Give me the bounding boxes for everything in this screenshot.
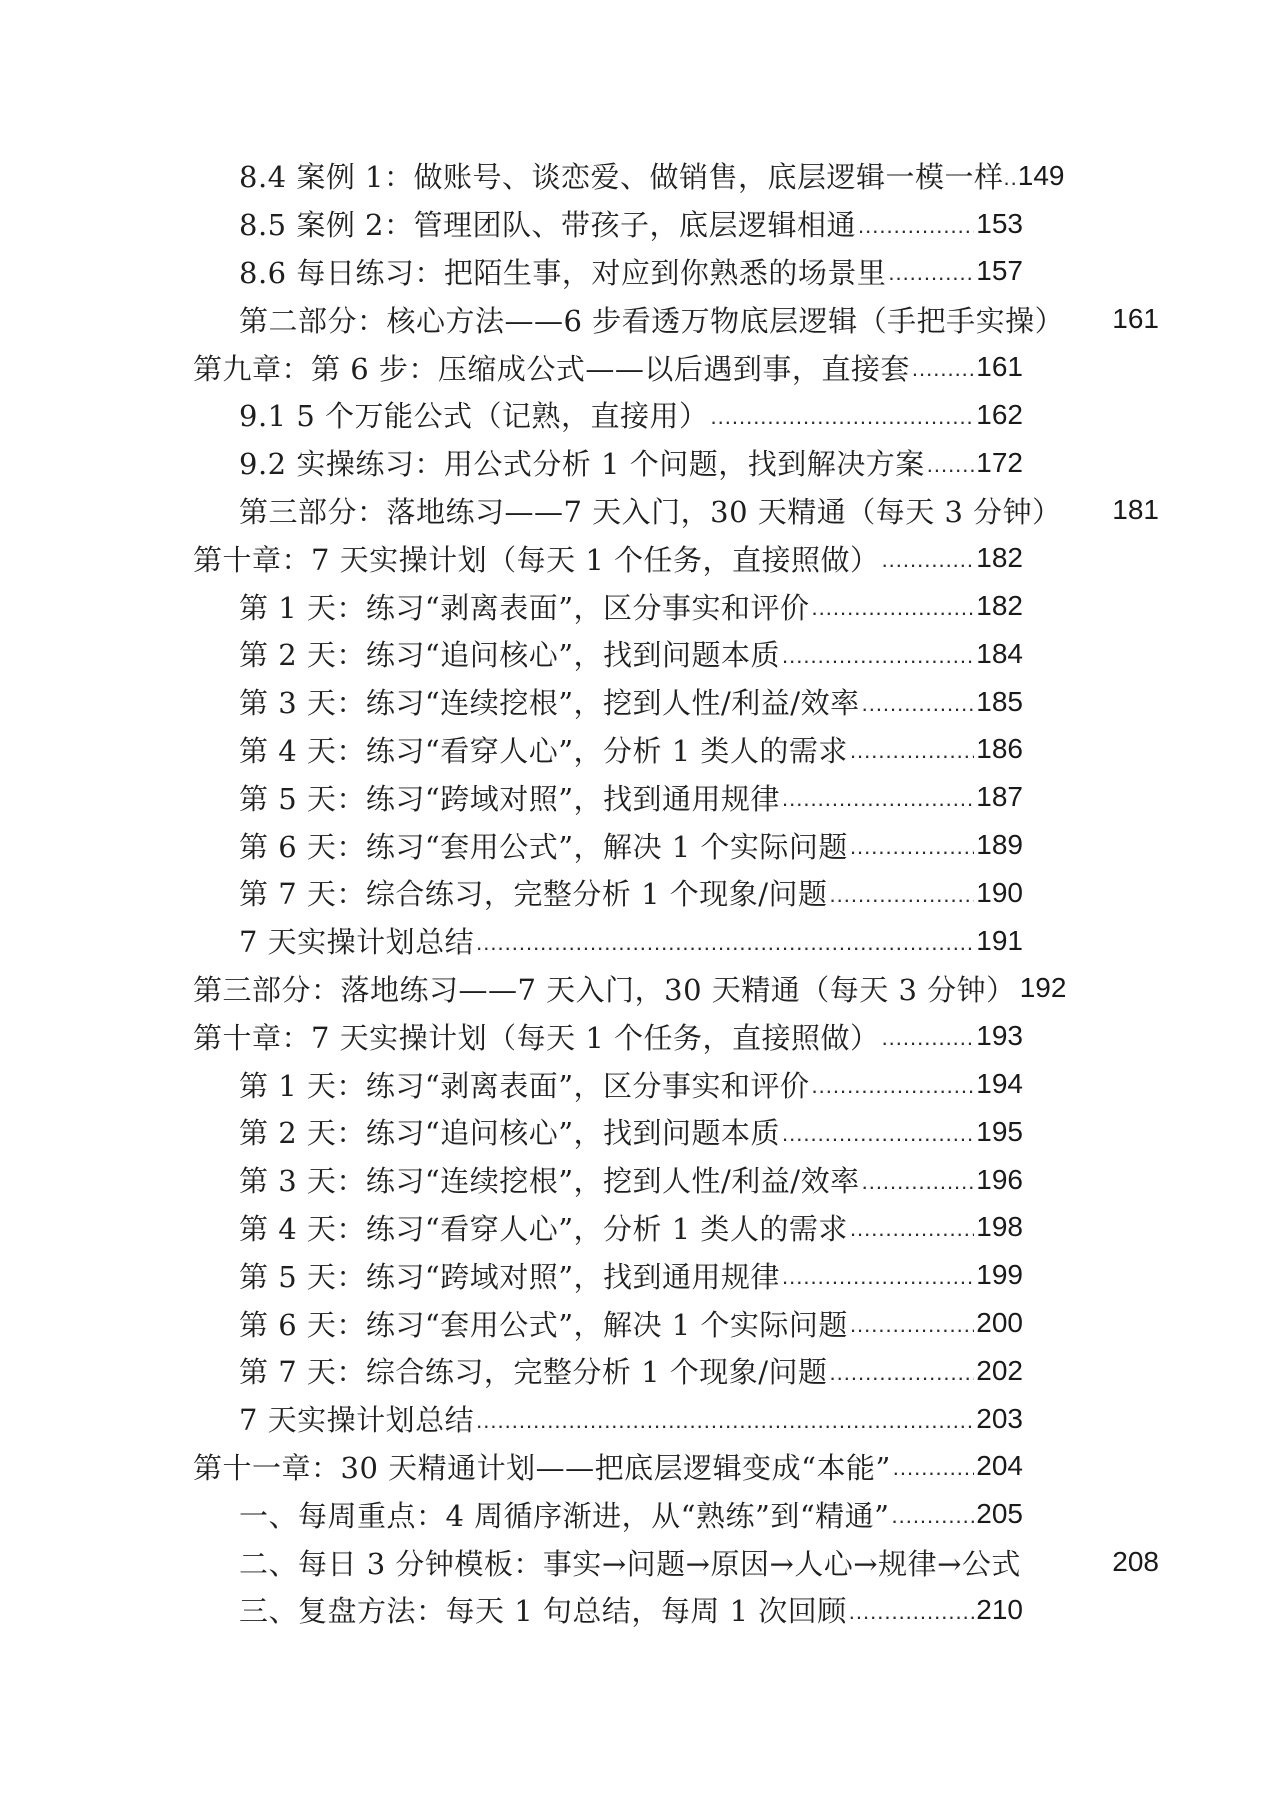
toc-entry[interactable]	[193, 1490, 1023, 1538]
toc-dot-leader	[850, 740, 974, 773]
toc-entry[interactable]	[193, 248, 1023, 296]
toc-entry[interactable]	[193, 343, 1023, 391]
toc-entry[interactable]	[193, 1586, 1023, 1634]
toc-dot-leader	[882, 1027, 975, 1060]
toc-page-number: 153	[976, 207, 1023, 239]
toc-entry-title: 第十一章：30 天精通计划——把底层逻辑变成“本能”	[193, 1450, 891, 1485]
toc-dot-leader	[850, 1314, 974, 1347]
toc-dot-leader	[849, 1601, 975, 1634]
toc-dot-leader	[830, 1362, 975, 1395]
toc-page-number: 192	[1019, 972, 1067, 1004]
toc-entry[interactable]	[193, 869, 1023, 917]
toc-page-number: 200	[976, 1307, 1023, 1339]
toc-dot-leader	[1004, 167, 1018, 200]
toc-entry-title: 9.2 实操练习：用公式分析 1 个问题，找到解决方案	[239, 447, 925, 482]
toc-entry-title: 第 2 天：练习“追问核心”，找到问题本质	[239, 638, 781, 673]
toc-dot-leader	[1064, 523, 1111, 534]
toc-page-number: 204	[976, 1450, 1023, 1482]
toc-page-number: 184	[976, 637, 1023, 669]
toc-entry[interactable]	[193, 773, 1023, 821]
toc-entry[interactable]	[193, 1538, 1159, 1586]
toc-page-number: 198	[976, 1211, 1023, 1243]
toc-page-number: 199	[976, 1259, 1023, 1291]
toc-entry-title: 第 3 天：练习“连续挖根”，挖到人性/利益/效率	[239, 1164, 860, 1199]
toc-entry-title: 第 2 天：练习“追问核心”，找到问题本质	[239, 1116, 781, 1151]
toc-entry[interactable]	[193, 917, 1023, 965]
toc-entry[interactable]	[193, 1251, 1023, 1299]
toc-entry[interactable]	[193, 1347, 1023, 1395]
toc-entry[interactable]	[193, 487, 1159, 535]
toc-entry-title: 第 1 天：练习“剥离表面”，区分事实和评价	[239, 590, 810, 625]
toc-dot-leader	[1066, 332, 1110, 343]
toc-entry[interactable]	[193, 1156, 1023, 1204]
toc-dot-leader	[893, 1457, 975, 1490]
toc-entry[interactable]	[193, 152, 1065, 200]
toc-entry-title: 第九章：第 6 步：压缩成公式——以后遇到事，直接套	[193, 351, 910, 386]
table-of-contents	[193, 152, 1159, 1634]
toc-dot-leader	[850, 1218, 974, 1251]
toc-entry[interactable]	[193, 534, 1023, 582]
toc-entry[interactable]	[193, 965, 1067, 1013]
toc-entry[interactable]	[193, 200, 1023, 248]
toc-page-number: 162	[976, 398, 1023, 430]
toc-entry-title: 9.1 5 个万能公式（记熟，直接用）	[239, 399, 709, 434]
toc-page-number: 210	[976, 1593, 1023, 1625]
toc-page-number: 157	[976, 255, 1023, 287]
toc-entry-title: 第 7 天：综合练习，完整分析 1 个现象/问题	[239, 1355, 828, 1390]
toc-entry-title: 二、每日 3 分钟模板：事实→问题→原因→人心→规律→公式	[239, 1546, 1021, 1581]
toc-dot-leader	[858, 215, 974, 248]
toc-entry[interactable]	[193, 582, 1023, 630]
toc-entry-title: 第 5 天：练习“跨域对照”，找到通用规律	[239, 1259, 781, 1294]
toc-entry-title: 7 天实操计划总结	[239, 925, 475, 960]
toc-dot-leader	[782, 1123, 974, 1156]
toc-page-number: 193	[976, 1020, 1023, 1052]
toc-dot-leader	[882, 549, 975, 582]
toc-page-number: 187	[976, 781, 1023, 813]
toc-entry[interactable]	[193, 391, 1023, 439]
toc-page-number: 172	[976, 446, 1023, 478]
toc-entry[interactable]	[193, 630, 1023, 678]
toc-page-number: 189	[976, 829, 1023, 861]
toc-dot-leader	[782, 645, 974, 678]
toc-entry-title: 第三部分：落地练习——7 天入门，30 天精通（每天 3 分钟）	[239, 494, 1062, 529]
toc-entry-title: 第二部分：核心方法——6 步看透万物底层逻辑（手把手实操）	[239, 303, 1065, 338]
toc-dot-leader	[891, 1505, 974, 1538]
toc-entry-title: 第 5 天：练习“跨域对照”，找到通用规律	[239, 781, 781, 816]
toc-dot-leader	[830, 884, 975, 917]
toc-entry-title: 第 6 天：练习“套用公式”，解决 1 个实际问题	[239, 829, 848, 864]
toc-page-number: 185	[976, 685, 1023, 717]
toc-page-number: 194	[976, 1068, 1023, 1100]
toc-dot-leader	[782, 1266, 974, 1299]
toc-entry-title: 一、每周重点：4 周循序渐进，从“熟练”到“精通”	[239, 1498, 890, 1533]
toc-dot-leader	[476, 932, 974, 965]
toc-entry-title: 第十章：7 天实操计划（每天 1 个任务，直接照做）	[193, 1020, 880, 1055]
toc-dot-leader	[862, 693, 975, 726]
toc-entry-title: 第 7 天：综合练习，完整分析 1 个现象/问题	[239, 877, 828, 912]
toc-dot-leader	[1023, 1575, 1110, 1586]
toc-page-number: 161	[976, 351, 1023, 383]
toc-entry-title: 第 4 天：练习“看穿人心”，分析 1 类人的需求	[239, 1211, 848, 1246]
toc-entry[interactable]	[193, 726, 1023, 774]
toc-entry[interactable]	[193, 439, 1023, 487]
toc-dot-leader	[912, 358, 974, 391]
toc-dot-leader	[850, 836, 974, 869]
toc-entry-title: 第 6 天：练习“套用公式”，解决 1 个实际问题	[239, 1307, 848, 1342]
toc-page-number: 149	[1017, 159, 1065, 191]
toc-page-number: 190	[976, 876, 1023, 908]
toc-entry[interactable]	[193, 678, 1023, 726]
toc-page-number: 181	[1112, 494, 1159, 526]
toc-dot-leader	[782, 788, 974, 821]
toc-entry-title: 第 3 天：练习“连续挖根”，挖到人性/利益/效率	[239, 686, 860, 721]
toc-page-number: 208	[1112, 1546, 1159, 1577]
toc-page-number: 203	[976, 1402, 1023, 1434]
toc-page-number: 195	[976, 1115, 1023, 1147]
toc-entry[interactable]	[193, 1443, 1023, 1491]
toc-entry-title: 第三部分：落地练习——7 天入门，30 天精通（每天 3 分钟）	[193, 972, 1016, 1007]
toc-entry[interactable]	[193, 1204, 1023, 1252]
toc-page-number: 196	[976, 1163, 1023, 1195]
toc-dot-leader	[711, 406, 975, 439]
toc-page-number: 186	[976, 733, 1023, 765]
toc-dot-leader	[476, 1410, 974, 1443]
toc-dot-leader	[888, 262, 974, 295]
toc-page-number: 161	[1112, 303, 1159, 335]
toc-entry-title: 第 1 天：练习“剥离表面”，区分事实和评价	[239, 1068, 810, 1103]
toc-entry[interactable]	[193, 1108, 1023, 1156]
toc-entry-title: 7 天实操计划总结	[239, 1403, 475, 1438]
toc-entry[interactable]	[193, 821, 1023, 869]
toc-entry-title: 第十章：7 天实操计划（每天 1 个任务，直接照做）	[193, 542, 880, 577]
toc-entry-title: 8.6 每日练习：把陌生事，对应到你熟悉的场景里	[239, 255, 887, 290]
toc-dot-leader	[812, 1075, 975, 1108]
toc-page-number: 182	[976, 542, 1023, 574]
toc-dot-leader	[812, 597, 975, 630]
toc-page-number: 205	[976, 1498, 1023, 1530]
toc-page-number: 202	[976, 1354, 1023, 1386]
toc-entry-title: 8.5 案例 2：管理团队、带孩子，底层逻辑相通	[239, 208, 857, 243]
toc-entry[interactable]	[193, 295, 1159, 343]
toc-page-number: 182	[976, 590, 1023, 622]
toc-dot-leader	[862, 1171, 975, 1204]
toc-entry-title: 8.4 案例 1：做账号、谈恋爱、做销售，底层逻辑一模一样	[239, 160, 1004, 195]
toc-entry[interactable]	[193, 1012, 1023, 1060]
toc-entry-title: 三、复盘方法：每天 1 句总结，每周 1 次回顾	[239, 1594, 847, 1629]
toc-entry[interactable]	[193, 1060, 1023, 1108]
toc-entry[interactable]	[193, 1299, 1023, 1347]
toc-entry[interactable]	[193, 1395, 1023, 1443]
toc-page-number: 191	[976, 924, 1023, 956]
toc-entry-title: 第 4 天：练习“看穿人心”，分析 1 类人的需求	[239, 733, 848, 768]
toc-dot-leader	[927, 454, 975, 487]
